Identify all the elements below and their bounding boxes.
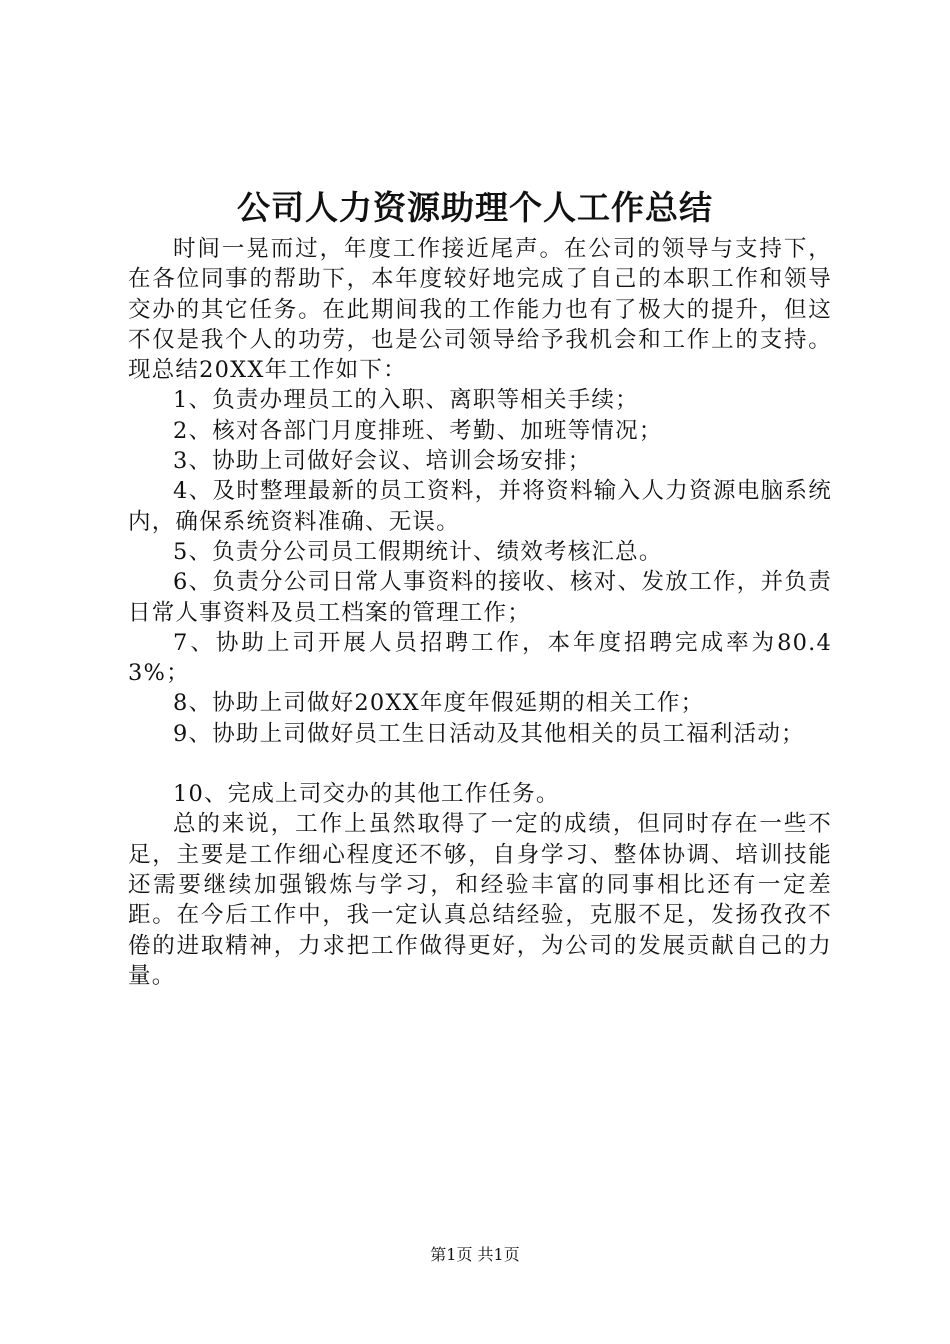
list-item: 10、完成上司交办的其他工作任务。 <box>173 781 560 808</box>
intro-paragraph: 时间一晃而过，年度工作接近尾声。在公司的领导与支持下，在各位同事的帮助下，本年度较好地完成了自己的本职工作和领导交办的其它任务。在此期间我的工作能力也有了极大的提升，但这不仅是我个人的功劳，也是公司领导给予我机会和工作上的支持。现总结20XX年工作如下： <box>128 236 832 384</box>
list-item: 7、协助上司开展人员招聘工作，本年度招聘完成率为80.43%； <box>128 629 832 687</box>
list-item: 6、负责分公司日常人事资料的接收、核对、发放工作，并负责日常人事资料及员工档案的管理工作； <box>128 569 832 626</box>
list-item: 2、核对各部门月度排班、考勤、加班等情况； <box>173 417 663 444</box>
list-item: 3、协助上司做好会议、培训会场安排； <box>173 448 592 475</box>
list-item: 1、负责办理员工的入职、离职等相关手续； <box>173 387 639 414</box>
document-title: 公司人力资源助理个人工作总结 <box>237 188 713 227</box>
list-item: 5、负责分公司员工假期统计、绩效考核汇总。 <box>173 538 663 565</box>
list-item: 8、协助上司做好20XX年度年假延期的相关工作； <box>173 690 705 717</box>
conclusion-paragraph: 总的来说，工作上虽然取得了一定的成绩，但同时存在一些不足，主要是工作细心程度还不够，自身学习、整体协调、培训技能还需要继续加强锻炼与学习，和经验丰富的同事相比还有一定差距。在今后工作中，我一定认真总结经验，克服不足，发扬孜孜不倦的进取精神，力求把工作做得更好，为公司的发展贡献自己的力量。 <box>128 811 832 989</box>
document-body <box>128 234 832 991</box>
list-item: 4、及时整理最新的员工资料，并将资料输入人力资源电脑系统内，确保系统资料准确、无误。 <box>128 478 832 535</box>
list-item: 9、协助上司做好员工生日活动及其他相关的员工福利活动； <box>173 720 805 747</box>
page-footer: 第1页 共1页 <box>430 1245 520 1264</box>
